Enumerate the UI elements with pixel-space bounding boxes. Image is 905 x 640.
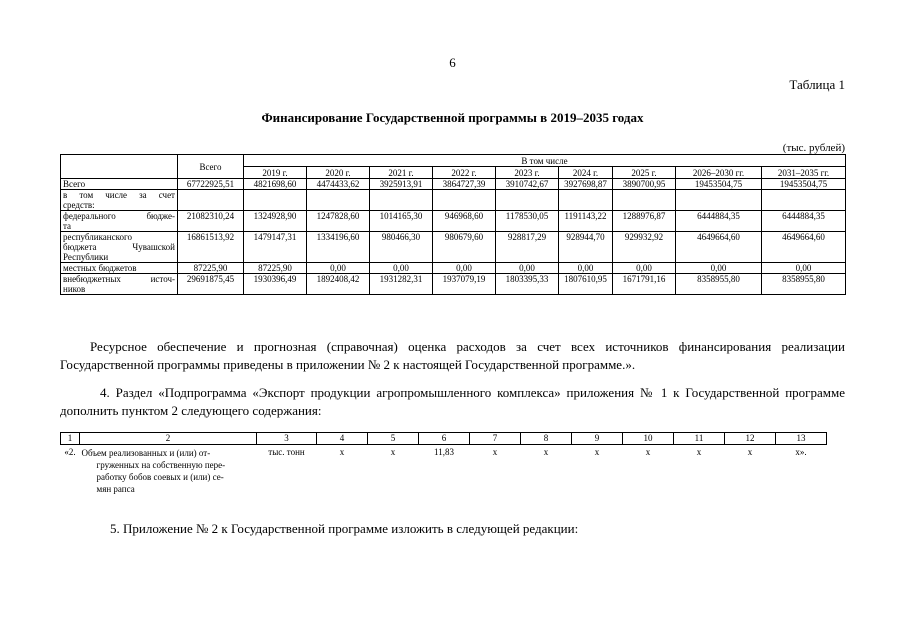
column-number: 3	[257, 433, 317, 445]
header-year: 2023 г.	[496, 167, 559, 179]
financing-table	[60, 154, 846, 295]
row-label-line: та	[63, 221, 72, 231]
header-year: 2021 г.	[370, 167, 433, 179]
indicator-value: x	[747, 447, 753, 457]
column-number: 10	[623, 433, 674, 445]
row-value: 1931282,31	[370, 274, 433, 295]
table-row	[61, 263, 846, 274]
row-label-line: федерального бюдже-	[63, 211, 175, 221]
indicator-description	[80, 445, 257, 496]
row-value	[676, 190, 762, 211]
row-value: 3864727,39	[433, 179, 496, 190]
indicator-value: x	[543, 447, 549, 457]
row-label-line: Республики	[63, 252, 109, 262]
row-label-line: республиканского	[63, 232, 132, 242]
row-value: 6444884,35	[762, 211, 846, 232]
indicator-value: x	[594, 447, 600, 457]
column-number: 13	[776, 433, 827, 445]
description-line: мян рапса	[96, 484, 135, 494]
row-value: 8358955,80	[762, 274, 846, 295]
subprogram-data-row	[61, 445, 827, 496]
row-value: 1479147,31	[244, 232, 307, 263]
column-number: 7	[470, 433, 521, 445]
indicator-value: x	[390, 447, 396, 457]
row-value: 87225,90	[244, 263, 307, 274]
row-value: 4821698,60	[244, 179, 307, 190]
row-value: 1334196,60	[307, 232, 370, 263]
indicator-value: x	[645, 447, 651, 457]
row-value: 929932,92	[613, 232, 676, 263]
row-value: 1247828,60	[307, 211, 370, 232]
description-line: груженных на собственную пере-	[96, 460, 226, 470]
row-value: 1191143,22	[559, 211, 613, 232]
paragraph-section-5: 5. Приложение № 2 к Государственной программе изложить в следующей редакции:	[110, 521, 579, 536]
indicator-value: x	[339, 447, 345, 457]
paragraph-section-4: 4. Раздел «Подпрограмма «Экспорт продукции агропромышленного комплекса» приложения № 1 к Государственной программе дополнить пунктом 2 следующего содержания:	[60, 385, 845, 418]
column-number: 4	[317, 433, 368, 445]
table-row	[61, 179, 846, 190]
units-label: (тыс. рублей)	[782, 142, 845, 154]
row-value: 8358955,80	[676, 274, 762, 295]
subprogram-header-row	[61, 433, 827, 445]
row-label-line: ников	[63, 284, 86, 294]
row-value: 1671791,16	[613, 274, 676, 295]
table-row	[61, 274, 846, 295]
row-total: 29691875,45	[178, 274, 244, 295]
row-value: 980679,60	[433, 232, 496, 263]
row-value: 19453504,75	[762, 179, 846, 190]
row-value: 0,00	[433, 263, 496, 274]
row-value: 4649664,60	[762, 232, 846, 263]
row-total: 67722925,51	[178, 179, 244, 190]
column-number: 5	[368, 433, 419, 445]
row-label-line: внебюджетных источ-	[63, 274, 175, 284]
row-value	[433, 190, 496, 211]
header-year: 2019 г.	[244, 167, 307, 179]
row-label-line: бюджета Чувашской	[63, 242, 175, 252]
table-title: Финансирование Государственной программы в 2019–2035 годах	[261, 110, 644, 125]
column-number: 9	[572, 433, 623, 445]
row-value: 0,00	[676, 263, 762, 274]
row-label-line: в том числе за счет	[63, 190, 175, 200]
row-total	[178, 190, 244, 211]
row-total: 21082310,24	[178, 211, 244, 232]
row-value: 0,00	[496, 263, 559, 274]
row-label	[61, 232, 178, 263]
indicator-value: x	[492, 447, 498, 457]
header-year: 2031–2035 гг.	[762, 167, 846, 179]
header-corner	[61, 155, 178, 179]
row-value	[496, 190, 559, 211]
column-number: 11	[674, 433, 725, 445]
column-number: 12	[725, 433, 776, 445]
row-value: 1803395,33	[496, 274, 559, 295]
subprogram-table	[60, 432, 827, 495]
indicator-value: 11,83	[434, 447, 454, 457]
table-row	[61, 211, 846, 232]
table-header-row	[61, 155, 846, 167]
row-value	[307, 190, 370, 211]
row-label-line: средств:	[63, 200, 95, 210]
row-label-line: местных бюджетов	[63, 263, 137, 273]
column-number: 1	[61, 433, 80, 445]
item-number: «2.	[64, 447, 76, 457]
row-value: 1892408,42	[307, 274, 370, 295]
row-value	[613, 190, 676, 211]
row-value: 1807610,95	[559, 274, 613, 295]
row-label	[61, 274, 178, 295]
header-year: 2022 г.	[433, 167, 496, 179]
column-number: 2	[80, 433, 257, 445]
row-value: 0,00	[559, 263, 613, 274]
row-total: 16861513,92	[178, 232, 244, 263]
row-value	[370, 190, 433, 211]
row-value: 4649664,60	[676, 232, 762, 263]
row-value: 19453504,75	[676, 179, 762, 190]
description-line: работку бобов соевых и (или) се-	[96, 472, 224, 482]
row-label	[61, 263, 178, 274]
table-label: Таблица 1	[789, 77, 845, 92]
row-value: 4474433,62	[307, 179, 370, 190]
row-value: 928944,70	[559, 232, 613, 263]
row-value: 6444884,35	[676, 211, 762, 232]
header-year: 2025 г.	[613, 167, 676, 179]
row-value: 1014165,30	[370, 211, 433, 232]
row-value: 0,00	[307, 263, 370, 274]
header-year: 2024 г.	[559, 167, 613, 179]
row-value: 1288976,87	[613, 211, 676, 232]
row-value: 0,00	[762, 263, 846, 274]
row-value: 0,00	[613, 263, 676, 274]
row-value: 3927698,87	[559, 179, 613, 190]
row-value: 1930396,49	[244, 274, 307, 295]
header-year: 2026–2030 гг.	[676, 167, 762, 179]
indicator-value: x	[696, 447, 702, 457]
row-total: 87225,90	[178, 263, 244, 274]
row-value: 1324928,90	[244, 211, 307, 232]
header-year: 2020 г.	[307, 167, 370, 179]
indicator-value: x».	[795, 447, 807, 457]
page-number: 6	[449, 55, 456, 70]
paragraph-resources: Ресурсное обеспечение и прогнозная (справочная) оценка расходов за счет всех источников финансирования реализации Государственной программы приведены в приложении № 2 к настоящей Государственной программе.».	[60, 339, 845, 372]
row-value: 1178530,05	[496, 211, 559, 232]
row-label-line: Всего	[63, 179, 86, 189]
row-label	[61, 211, 178, 232]
unit: тыс. тонн	[268, 447, 305, 457]
column-number: 6	[419, 433, 470, 445]
row-value	[559, 190, 613, 211]
row-value: 3890700,95	[613, 179, 676, 190]
column-number: 8	[521, 433, 572, 445]
row-value: 946968,60	[433, 211, 496, 232]
table-row	[61, 190, 846, 211]
row-value	[762, 190, 846, 211]
row-value: 3925913,91	[370, 179, 433, 190]
row-value: 980466,30	[370, 232, 433, 263]
table-row	[61, 232, 846, 263]
row-value: 0,00	[370, 263, 433, 274]
row-value: 1937079,19	[433, 274, 496, 295]
row-value	[244, 190, 307, 211]
row-value: 928817,29	[496, 232, 559, 263]
row-label	[61, 190, 178, 211]
row-label	[61, 179, 178, 190]
header-total: Всего	[178, 155, 244, 179]
header-incl: В том числе	[244, 155, 846, 167]
description-line: Объем реализованных и (или) от-	[81, 448, 211, 458]
row-value: 3910742,67	[496, 179, 559, 190]
